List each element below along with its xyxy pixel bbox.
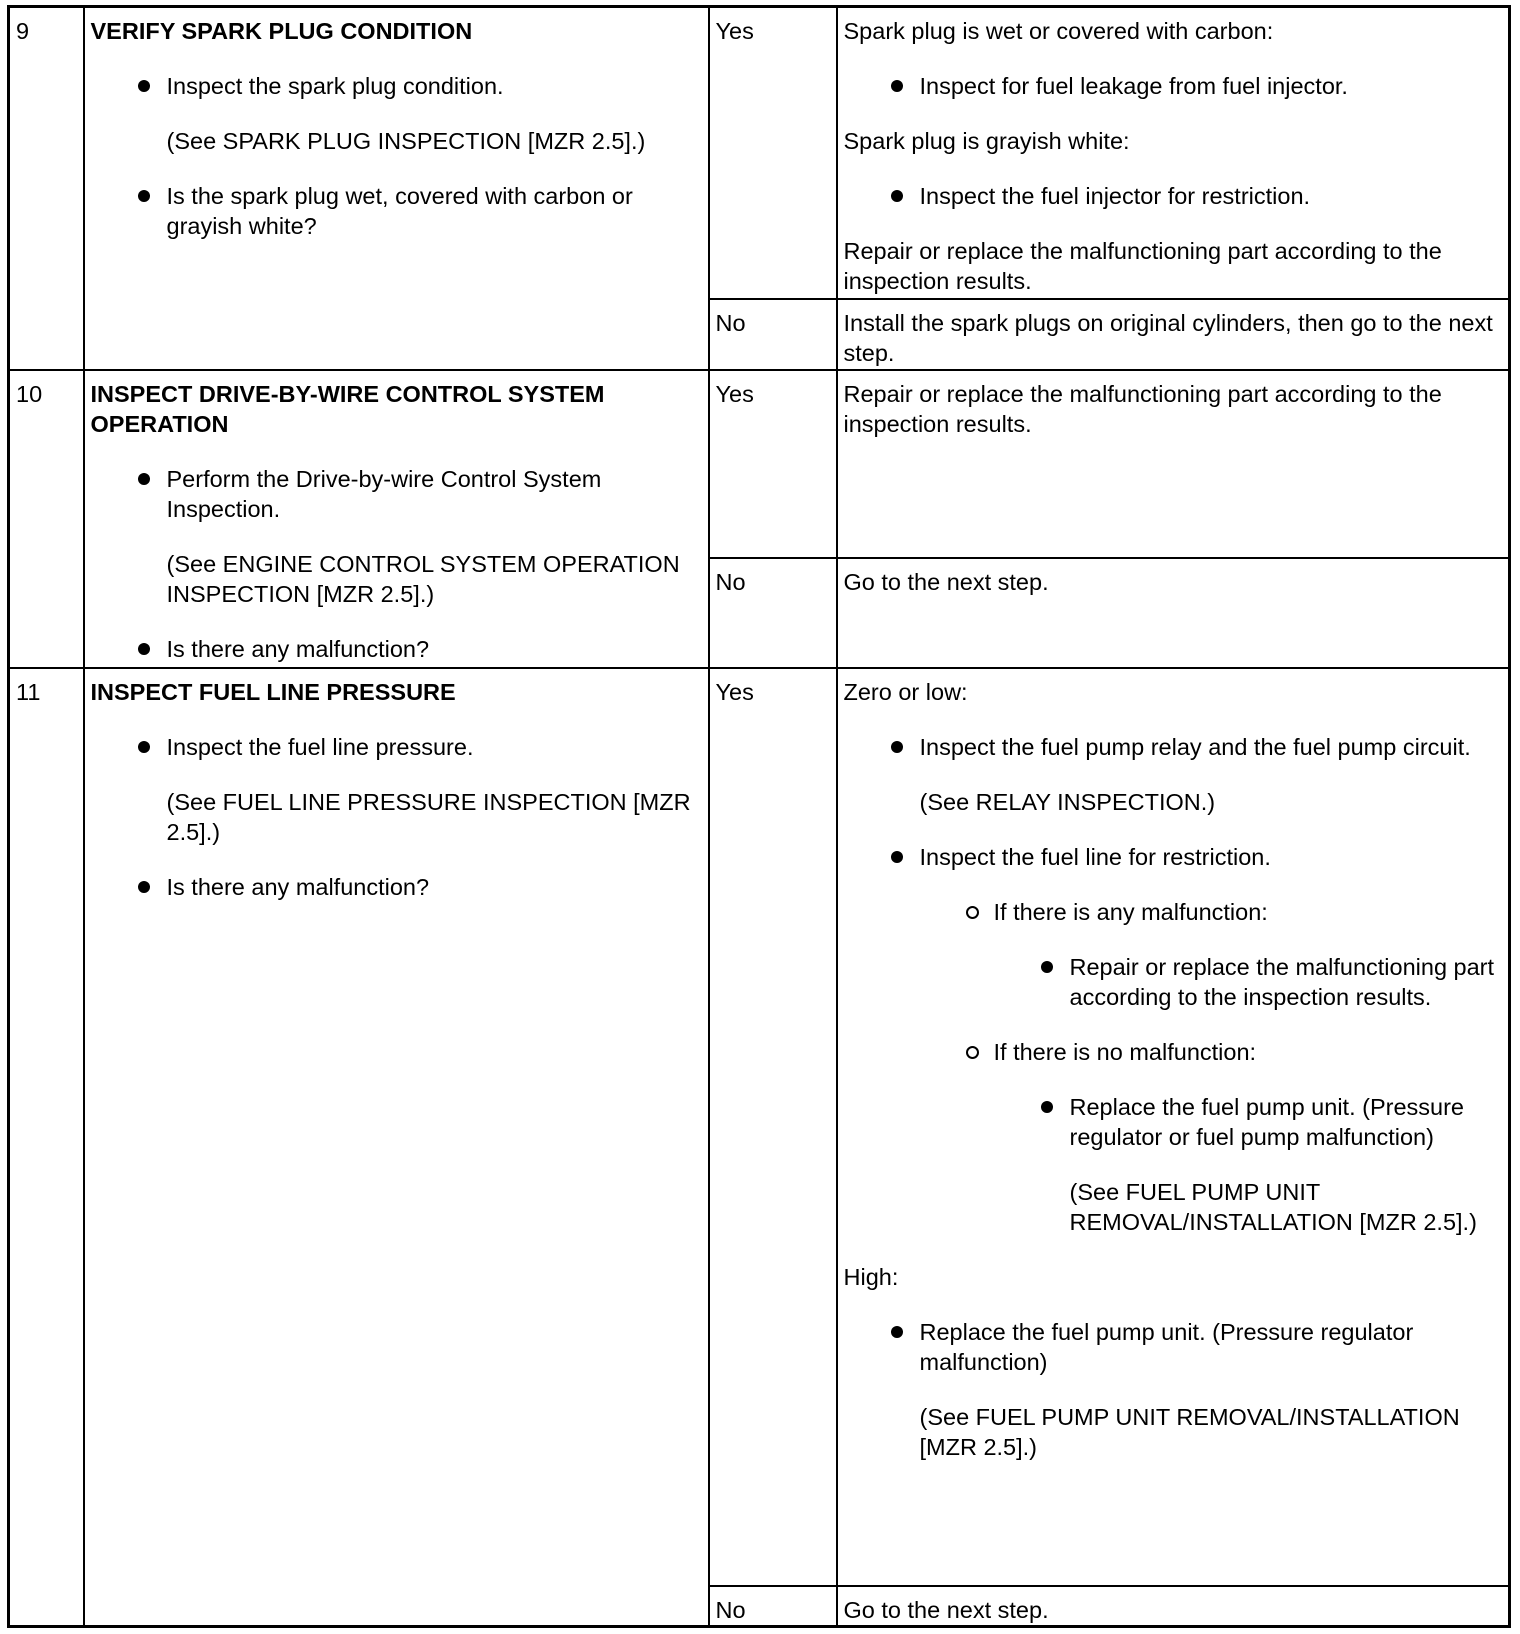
step-10-yes-row: [9, 370, 1510, 558]
bullet-item: Inspect the fuel line pressure.: [91, 732, 702, 762]
action-text: Repair or replace the malfunctioning part according to the inspection results.: [843, 238, 1442, 294]
action-text: Repair or replace the malfunctioning part according to the inspection results.: [837, 370, 1510, 558]
step-11-yes-row: [9, 668, 1510, 1586]
reference-note: (See RELAY INSPECTION.): [919, 788, 1216, 815]
bullet-item: Is there any malfunction?: [91, 872, 702, 902]
step-number: 11: [9, 668, 84, 1627]
answer-yes: Yes: [709, 7, 837, 299]
step-title: INSPECT DRIVE-BY-WIRE CONTROL SYSTEM OPERATION: [90, 380, 605, 437]
bullet-item: Inspect the spark plug condition.: [91, 71, 702, 101]
action-cell: [837, 7, 1510, 299]
answer-yes: Yes: [709, 668, 837, 1586]
step-number: 9: [9, 7, 84, 370]
bullet-item: Is the spark plug wet, covered with carbon or grayish white?: [91, 181, 702, 241]
bullet-item: Inspect the fuel pump relay and the fuel pump circuit.: [844, 732, 1503, 762]
step-9-yes-row: [9, 7, 1510, 299]
step-title: INSPECT FUEL LINE PRESSURE: [90, 678, 456, 705]
condition-heading: Zero or low:: [843, 678, 968, 705]
inspection-cell: [84, 7, 709, 370]
step-title: VERIFY SPARK PLUG CONDITION: [90, 18, 473, 44]
sub-bullet-item: If there is no malfunction:: [844, 1037, 1503, 1067]
inspection-cell: [84, 668, 709, 1627]
action-text: Go to the next step.: [837, 558, 1510, 668]
nested-bullet-item: Repair or replace the malfunctioning part according to the inspection results.: [844, 952, 1503, 1012]
inspection-cell: [84, 370, 709, 668]
sub-bullet-item: If there is any malfunction:: [844, 897, 1503, 927]
reference-note: (See FUEL LINE PRESSURE INSPECTION [MZR 2.5].): [166, 788, 691, 845]
action-text: Go to the next step.: [837, 1586, 1510, 1627]
reference-note: (See SPARK PLUG INSPECTION [MZR 2.5].): [166, 128, 646, 154]
troubleshooting-table: [7, 5, 1511, 1628]
answer-yes: Yes: [709, 370, 837, 558]
action-text: Install the spark plugs on original cylinders, then go to the next step.: [837, 299, 1510, 370]
bullet-item: Inspect the fuel line for restriction.: [844, 842, 1503, 872]
condition-heading: Spark plug is wet or covered with carbon:: [843, 18, 1274, 44]
bullet-item: Is there any malfunction?: [91, 634, 702, 664]
answer-no: No: [709, 1586, 837, 1627]
action-cell: [837, 668, 1510, 1586]
nested-bullet-item: Replace the fuel pump unit. (Pressure regulator or fuel pump malfunction): [844, 1092, 1503, 1152]
bullet-item: Perform the Drive-by-wire Control System Inspection.: [91, 464, 702, 524]
reference-note: (See FUEL PUMP UNIT REMOVAL/INSTALLATION [MZR 2.5].): [919, 1403, 1460, 1460]
reference-note: (See FUEL PUMP UNIT REMOVAL/INSTALLATION [MZR 2.5].): [1069, 1178, 1477, 1235]
reference-note: (See ENGINE CONTROL SYSTEM OPERATION INSPECTION [MZR 2.5].): [166, 550, 680, 607]
step-number: 10: [9, 370, 84, 668]
answer-no: No: [709, 558, 837, 668]
answer-no: No: [709, 299, 837, 370]
condition-heading: High:: [843, 1263, 899, 1290]
bullet-item: Inspect for fuel leakage from fuel injector.: [844, 71, 1503, 101]
bullet-item: Replace the fuel pump unit. (Pressure regulator malfunction): [844, 1317, 1503, 1377]
bullet-item: Inspect the fuel injector for restriction.: [844, 181, 1503, 211]
condition-heading: Spark plug is grayish white:: [843, 128, 1130, 154]
